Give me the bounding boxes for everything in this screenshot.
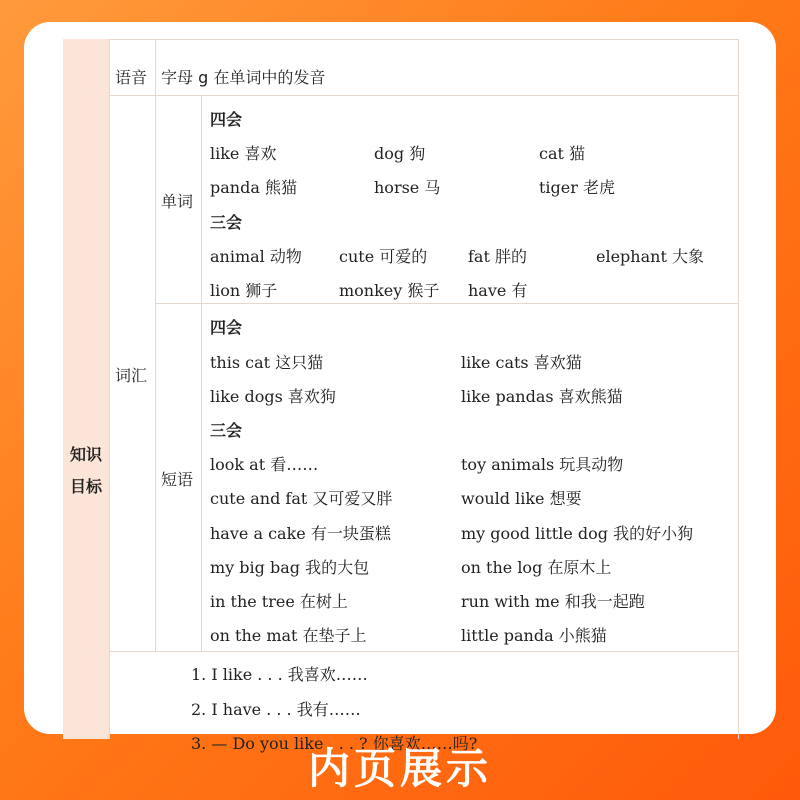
word-item: monkey 猴子 bbox=[339, 281, 440, 300]
pronunciation-text: 字母 g 在单词中的发音 bbox=[161, 68, 326, 87]
word-item: have 有 bbox=[468, 281, 528, 300]
divider bbox=[109, 651, 738, 652]
phrase-item: cute and fat 又可爱又胖 bbox=[210, 489, 393, 508]
divider bbox=[155, 303, 738, 304]
phrases-label: 短语 bbox=[161, 470, 194, 489]
words-label: 单词 bbox=[161, 192, 194, 211]
word-item: cat 猫 bbox=[539, 144, 586, 163]
divider bbox=[155, 39, 156, 651]
word-item: elephant 大象 bbox=[596, 247, 704, 266]
word-item: tiger 老虎 bbox=[539, 178, 615, 197]
phrase-item: like dogs 喜欢狗 bbox=[210, 387, 336, 406]
word-item: lion 狮子 bbox=[210, 281, 278, 300]
phrases-three-skill-heading: 三会 bbox=[210, 421, 243, 440]
phrase-item: would like 想要 bbox=[461, 489, 582, 508]
phrase-item: like cats 喜欢猫 bbox=[461, 353, 582, 372]
phrase-item: on the log 在原木上 bbox=[461, 558, 612, 577]
divider bbox=[738, 39, 739, 739]
phrase-item: in the tree 在树上 bbox=[210, 592, 348, 611]
vocabulary-label: 词汇 bbox=[115, 366, 148, 385]
phrase-item: my big bag 我的大包 bbox=[210, 558, 370, 577]
word-item: horse 马 bbox=[374, 178, 441, 197]
word-item: animal 动物 bbox=[210, 247, 302, 266]
phrase-item: my good little dog 我的好小狗 bbox=[461, 524, 694, 543]
divider bbox=[109, 39, 110, 739]
word-item: fat 胖的 bbox=[468, 247, 527, 266]
sentence-item: 3. — Do you like . . . ? 你喜欢……吗? bbox=[191, 734, 478, 753]
phrase-item: run with me 和我一起跑 bbox=[461, 592, 645, 611]
page-card bbox=[24, 22, 776, 753]
word-item: like 喜欢 bbox=[210, 144, 277, 163]
pronunciation-label: 语音 bbox=[115, 68, 148, 87]
phrase-item: have a cake 有一块蛋糕 bbox=[210, 524, 391, 543]
divider bbox=[109, 39, 738, 40]
phrase-item: this cat 这只猫 bbox=[210, 353, 324, 372]
section-label-cell bbox=[63, 39, 109, 739]
sentence-item: 1. I like . . . 我喜欢…… bbox=[191, 665, 368, 684]
phrase-item: like pandas 喜欢熊猫 bbox=[461, 387, 623, 406]
phrase-item: toy animals 玩具动物 bbox=[461, 455, 624, 474]
word-item: cute 可爱的 bbox=[339, 247, 428, 266]
divider bbox=[201, 95, 202, 651]
divider bbox=[109, 95, 738, 96]
words-three-skill-heading: 三会 bbox=[210, 213, 243, 232]
phrases-four-skill-heading: 四会 bbox=[210, 318, 243, 337]
word-item: dog 狗 bbox=[374, 144, 426, 163]
phrase-item: look at 看…… bbox=[210, 455, 319, 474]
words-four-skill-heading: 四会 bbox=[210, 110, 243, 129]
phrase-item: on the mat 在垫子上 bbox=[210, 626, 367, 645]
section-label: 知识 目标 bbox=[69, 445, 102, 496]
word-item: panda 熊猫 bbox=[210, 178, 297, 197]
page-banner: 内页展示 bbox=[307, 744, 492, 793]
knowledge-table bbox=[63, 39, 738, 753]
phrase-item: little panda 小熊猫 bbox=[461, 626, 607, 645]
sentence-item: 2. I have . . . 我有…… bbox=[191, 700, 361, 719]
